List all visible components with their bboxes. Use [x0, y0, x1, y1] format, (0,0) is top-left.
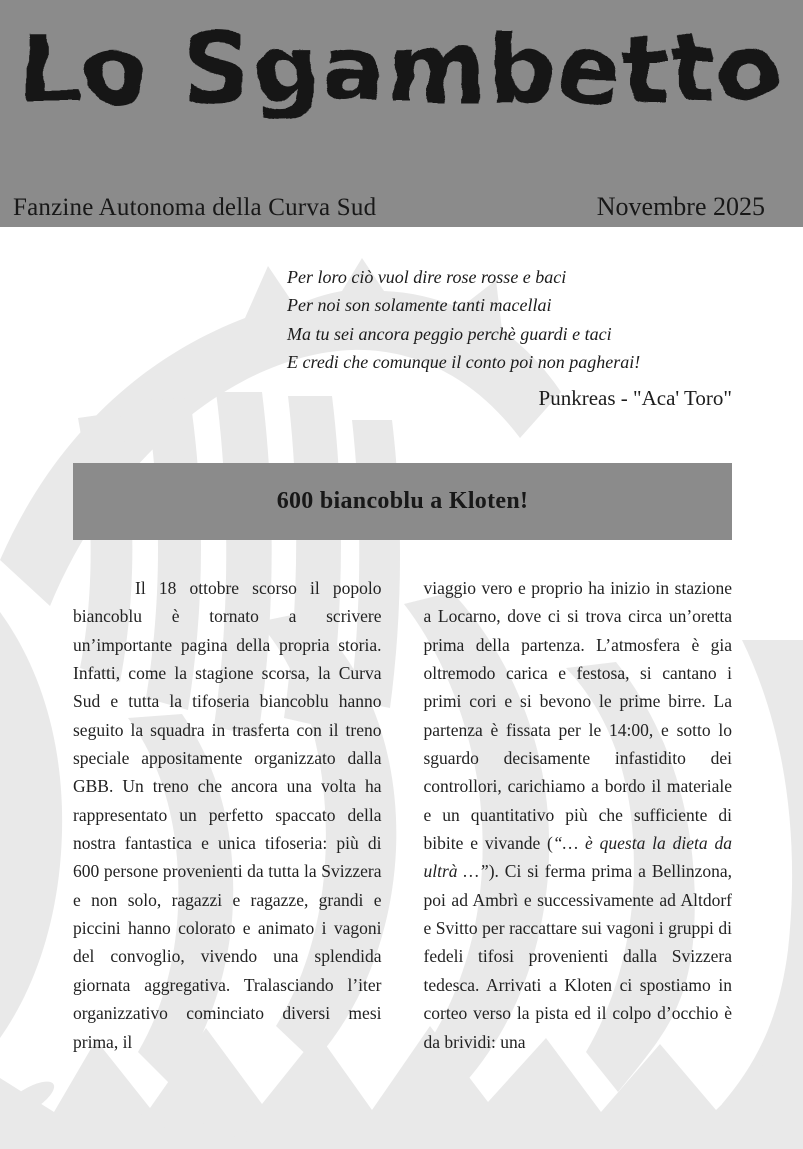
article-text: ). Ci si ferma prima a Bellinzona, poi ad Ambrì e successivamente ad Altdorf e Svitto per raccattare sui vagoni i gruppi di fedeli tifosi provenienti dalla Svizzera tedesca. Arrivati a Kloten ci spostiamo in corteo verso la pista ed il colpo d’occhio è da brividi: una [423, 861, 733, 1052]
quote-line: Ma tu sei ancora peggio perchè guardi e taci [287, 323, 612, 344]
article-text: Il 18 ottobre scorso il popolo biancoblu è tornato a scrivere un’importante pagina della propria storia. Infatti, come la stagione scorsa, la Curva Sud e tutta la tifoseria biancoblu hanno seguito la squadra in trasferta con il treno speciale appositamente organizzato dalla GBB. Un treno che ancora una volta ha rappresentato un perfetto spaccato della nostra fantastica e unica tifoseria: più di 600 persone provenienti da tutta la Svizzera e non solo, ragazzi e ragazze, grandi e piccini hanno colorato e animato i vagoni del convoglio, vivendo una splendida giornata aggregativa. Tralasciando l’iter organizzativo cominciato diversi mesi prima, il [73, 578, 382, 1052]
masthead-bottom-row [0, 192, 803, 222]
article-text: viaggio vero e proprio ha inizio in stazione a Locarno, dove ci si trova circa un’oretta prima della partenza. L’atmosfera è gia oltremodo carica e festosa, si cantano i primi cori e si bevono le prime birre. La partenza è fissata per le 14:00, e sotto lo sguardo decisamente infastidito dei controllori, carichiamo a bordo il materiale e un quantitativo più che sufficiente di bibite e vivande ( [423, 578, 732, 854]
masthead-subtitle: Fanzine Autonoma della Curva Sud [13, 194, 377, 221]
quote-line: E credi che comunque il conto poi non pagherai! [287, 352, 641, 373]
epigraph [287, 263, 640, 377]
article-column-left [73, 574, 382, 1056]
headline: 600 biancoblu a Kloten! [276, 488, 529, 514]
headline-banner [73, 463, 732, 540]
epigraph-attribution: Punkreas - "Aca' Toro" [538, 386, 732, 410]
masthead [0, 0, 803, 227]
quote-line: Per loro ciò vuol dire rose rosse e baci [287, 267, 567, 287]
inline-italic-quote: “… è questa la dieta da ultrà …” [423, 833, 732, 882]
article-column-right [424, 574, 733, 1056]
masthead-title: Lo Sgambetto [19, 15, 784, 124]
quote-line: Per noi son solamente tanti macellai [287, 295, 552, 316]
issue-date: Novembre 2025 [596, 192, 765, 221]
article-body [73, 574, 732, 1056]
